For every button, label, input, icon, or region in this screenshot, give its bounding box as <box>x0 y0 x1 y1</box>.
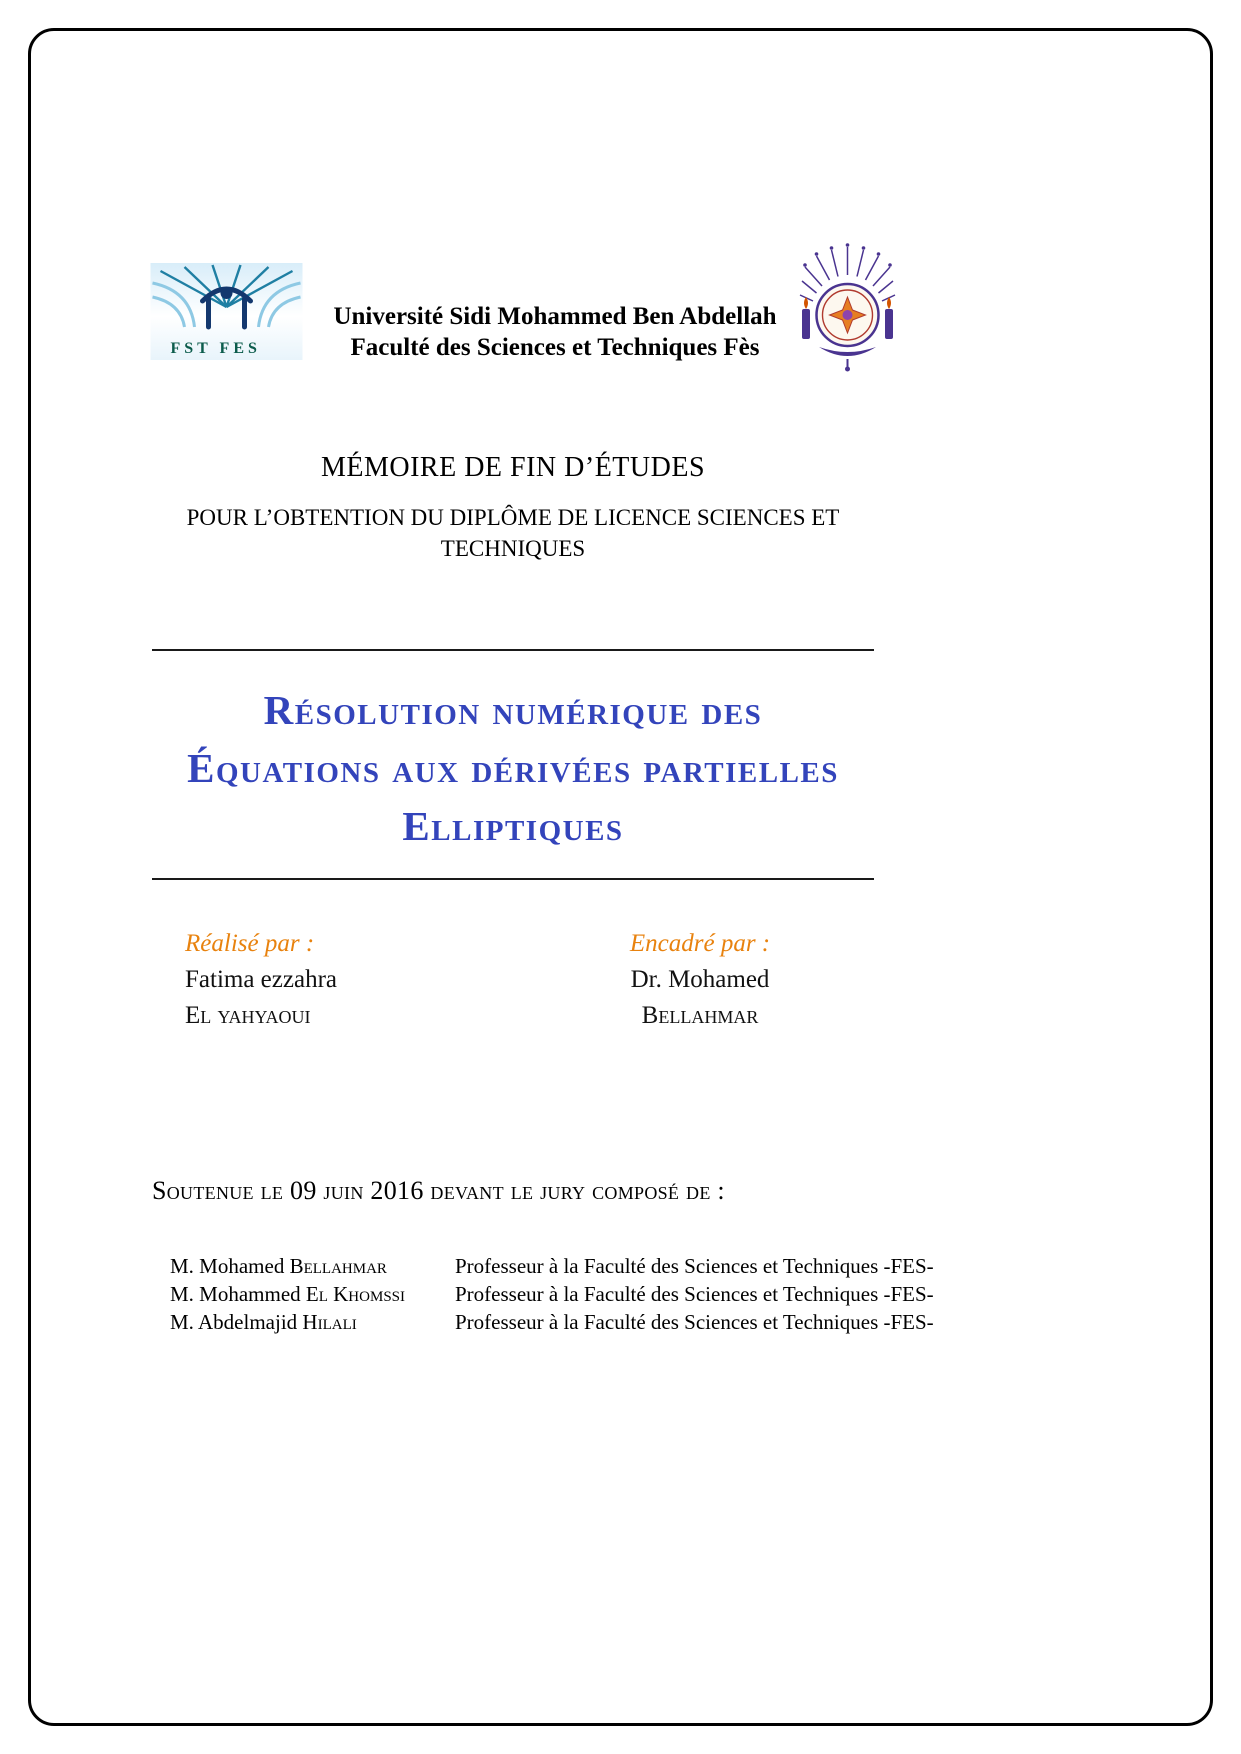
thesis-title-line-1: Résolution numérique des <box>263 687 763 733</box>
thesis-title-line-2: Équations aux dérivées partielles <box>187 745 839 791</box>
jury-member-role: Professeur à la Faculté des Sciences et Techniques -FES- <box>455 1254 934 1278</box>
supervisor-block <box>597 926 803 1034</box>
memoir-subtitle <box>152 502 874 564</box>
memoir-subtitle-line-1: POUR L’OBTENTION DU DIPLÔME DE LICENCE SCIENCES ET <box>186 505 840 530</box>
supervisor-last-name: Bellahmar <box>641 1002 759 1029</box>
author-first-name: Fatima ezzahra <box>185 966 337 993</box>
faculty-name: Faculté des Sciences et Techniques Fès <box>350 334 760 361</box>
jury-member-role: Professeur à la Faculté des Sciences et Techniques -FES- <box>455 1282 934 1306</box>
jury-member-name <box>170 1280 455 1308</box>
university-emblem <box>799 231 896 373</box>
fst-fes-logo <box>150 263 303 360</box>
university-name: Université Sidi Mohammed Ben Abdellah <box>333 303 777 330</box>
defense-statement: Soutenue le 09 juin 2016 devant le jury composé de : <box>152 1176 725 1205</box>
title-rule-bottom <box>152 878 874 880</box>
jury-member-first-name: M. Abdelmajid <box>170 1310 303 1334</box>
thesis-title-line-3: Elliptiques <box>402 803 624 849</box>
jury-row <box>170 1252 934 1280</box>
thesis-title <box>112 681 914 855</box>
jury-list <box>170 1252 934 1336</box>
university-name-block <box>298 301 812 363</box>
jury-row <box>170 1280 934 1308</box>
memoir-title: MÉMOIRE DE FIN D’ÉTUDES <box>320 452 706 483</box>
jury-member-last-name: Hilali <box>302 1310 357 1334</box>
degree-block <box>152 452 874 564</box>
supervisor-first-name: Dr. Mohamed <box>630 966 770 993</box>
memoir-subtitle-line-2: TECHNIQUES <box>440 536 586 561</box>
fst-fes-logo-icon <box>150 263 303 360</box>
university-emblem-icon <box>799 231 896 373</box>
jury-member-name <box>170 1308 455 1336</box>
jury-member-first-name: M. Mohamed <box>170 1254 290 1278</box>
author-label: Réalisé par : <box>185 930 315 957</box>
jury-member-role: Professeur à la Faculté des Sciences et Techniques -FES- <box>455 1310 934 1334</box>
jury-member-first-name: M. Mohammed <box>170 1282 306 1306</box>
fst-logo-text: FST FES <box>170 340 261 357</box>
jury-member-name <box>170 1252 455 1280</box>
author-last-name: El yahyaoui <box>185 1002 311 1029</box>
jury-member-last-name: El Khomssi <box>305 1282 405 1306</box>
jury-row <box>170 1308 934 1336</box>
jury-member-last-name: Bellahmar <box>289 1254 387 1278</box>
author-block <box>185 926 337 1034</box>
title-rule-top <box>152 649 874 651</box>
supervisor-label: Encadré par : <box>629 930 771 957</box>
